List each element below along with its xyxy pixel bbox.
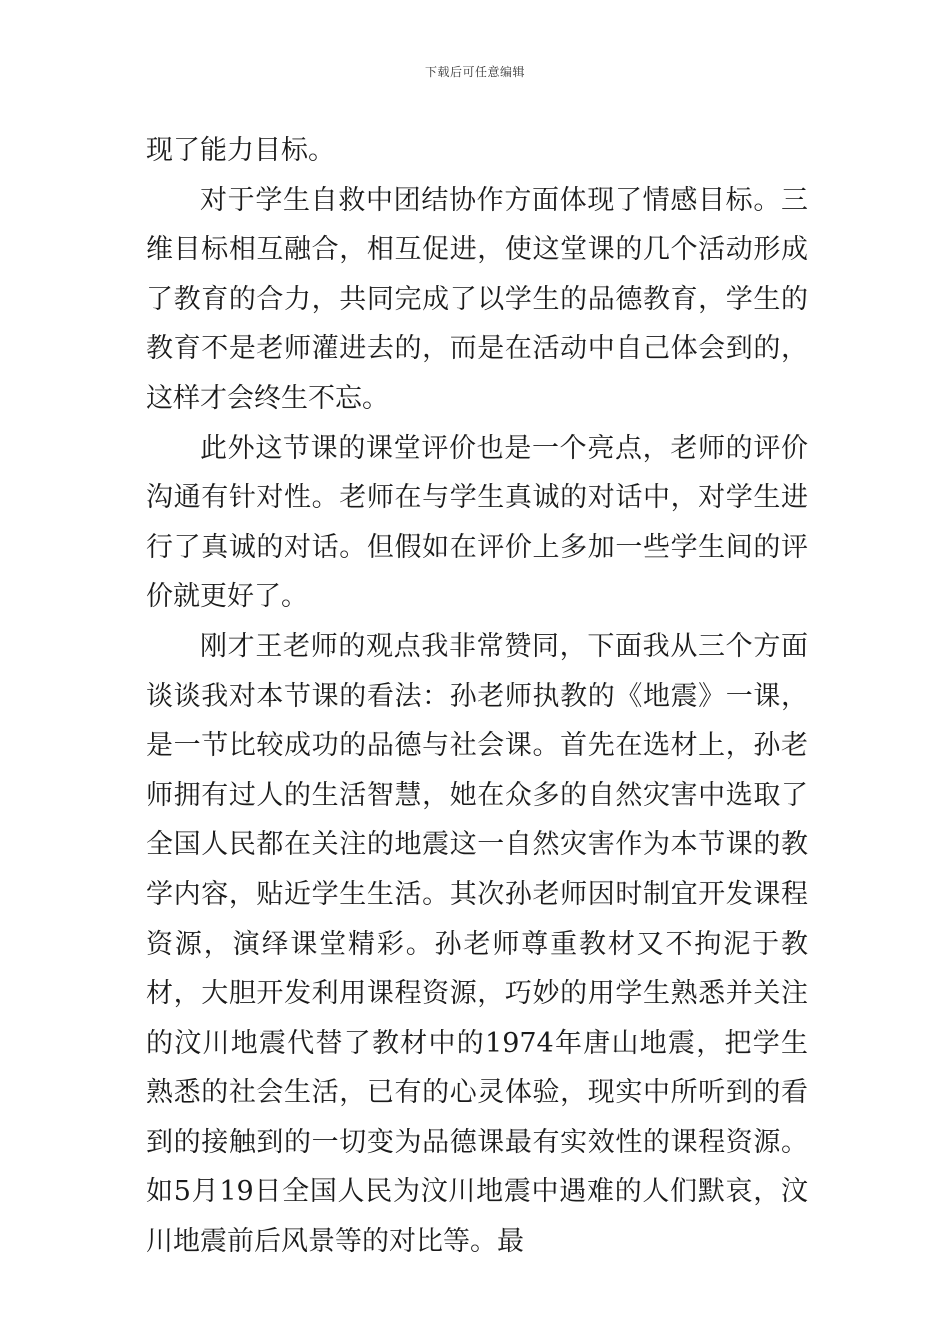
page-header: 下载后可任意编辑 xyxy=(424,65,525,79)
paragraph-continuation: 现了能力目标。 xyxy=(146,135,335,166)
paragraph-classroom-evaluation: 此外这节课的课堂评价也是一个亮点，老师的评价沟通有针对性。老师在与学生真诚的对话中，对学生进行了真诚的对话。但假如在评价上多加一些学生间的评价就更好了。 xyxy=(146,432,808,613)
document-body xyxy=(146,126,808,1267)
paragraph-three-dimensional-goals: 对于学生自救中团结协作方面体现了情感目标。三维目标相互融合，相互促进，使这堂课的几个活动形成了教育的合力，共同完成了以学生的品德教育，学生的教育不是老师灌进去的，而是在活动中自己体会到的，这样才会终生不忘。 xyxy=(146,184,808,414)
paragraph-earthquake-lesson-review: 刚才王老师的观点我非常赞同，下面我从三个方面谈谈我对本节课的看法：孙老师执教的《地震》一课，是一节比较成功的品德与社会课。首先在选材上，孙老师拥有过人的生活智慧，她在众多的自然灾害中选取了全国人民都在关注的地震这一自然灾害作为本节课的教学内容，贴近学生生活。其次孙老师因时制宜开发课程资源，演绎课堂精彩。孙老师尊重教材又不拘泥于教材，大胆开发利用课程资源，巧妙的用学生熟悉并关注的汶川地震代替了教材中的1974年唐山地震，把学生熟悉的社会生活，已有的心灵体验，现实中所听到的看到的接触到的一切变为品德课最有实效性的课程资源。如5月19日全国人民为汶川地震中遇难的人们默哀，汶川地震前后风景等的对比等。最 xyxy=(146,630,808,1258)
